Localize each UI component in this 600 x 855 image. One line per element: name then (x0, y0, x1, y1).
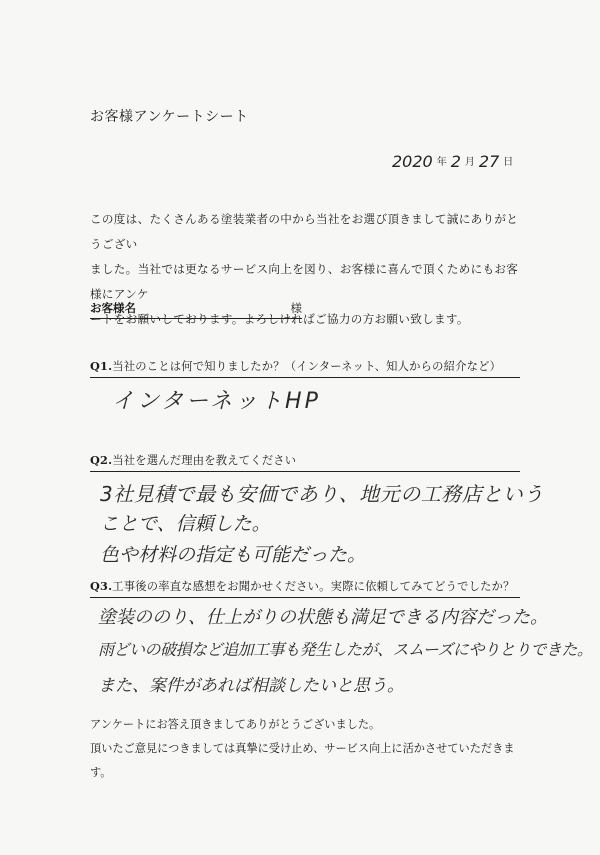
customer-name-field (90, 300, 302, 319)
answer-3-line: また、案件があれば相談したいと思う。 (98, 676, 404, 696)
question-number: Q1. (90, 359, 113, 373)
date-day: 27 (478, 152, 500, 171)
question-text: 当社のことは何で知りましたか？（インターネット、知人からの紹介など） (112, 360, 502, 373)
intro-line: この度は、たくさんある塗装業者の中から当社をお選び頂きまして誠にありがとうござい (90, 212, 519, 251)
answer-3-line: 雨どいの破損など追加工事も発生したが、スムーズにやりとりできた。 (98, 640, 593, 659)
page-title: お客様アンケートシート (90, 109, 249, 125)
date-year: 2020 (392, 152, 433, 171)
closing-line: アンケートにお答え頂きましてありがとうございました。 (90, 718, 381, 731)
date-month: 2 (450, 152, 461, 171)
answer-3-line: 塗装ののり、仕上がりの状態も満足できる内容だった。 (98, 607, 548, 628)
question-number: Q2. (90, 453, 113, 467)
customer-name-suffix: 様 (290, 301, 302, 315)
date-field (392, 152, 517, 171)
question-text: 工事後の率直な感想をお聞かせください。実際に依頼してみてどうでしたか？ (112, 580, 515, 593)
closing-line: 頂いたご意見につきましては真摯に受け止め、サービス向上に活かさせていただきます。 (90, 742, 515, 779)
answer-2-line: 色や材料の指定も可能だった。 (100, 544, 367, 566)
question-2 (90, 452, 520, 472)
closing-text (90, 713, 530, 785)
answer-2-line: ことで、信頼した。 (100, 513, 271, 535)
intro-line: ました。当社では更なるサービス向上を図り、お客様に喜んで頂くためにもお客様にアンケ (90, 262, 519, 301)
date-day-unit: 日 (503, 157, 514, 168)
question-1 (90, 358, 520, 378)
customer-name-label: お客様名 (90, 301, 136, 315)
answer-2-line: 3社見積で最も安価であり、地元の工務店という (100, 482, 544, 506)
date-year-unit: 年 (436, 157, 447, 168)
question-3 (90, 578, 520, 598)
intro-line: ートをお願いしております。よろしければご協力の方お願い致します。 (90, 312, 469, 326)
answer-1-line: インターネットHP (112, 389, 321, 414)
date-month-unit: 月 (464, 157, 475, 168)
question-number: Q3. (90, 579, 113, 593)
question-text: 当社を選んだ理由を教えてください (112, 454, 297, 467)
